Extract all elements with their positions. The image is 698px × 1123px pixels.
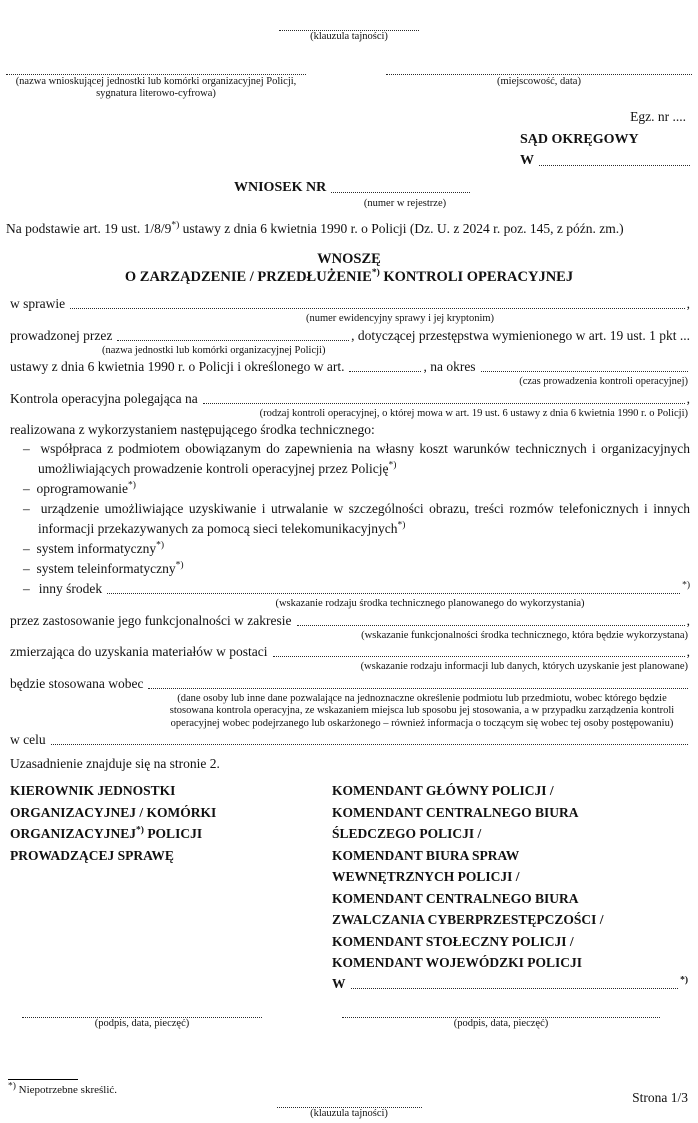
classification-caption: (klauzula tajności) (310, 31, 388, 42)
signature-line-right (342, 1007, 660, 1018)
dotted-fill (539, 165, 690, 166)
footnote-text-line (8, 1083, 117, 1097)
technical-means-intro: realizowana z wykorzystaniem następującego środka technicznego: (10, 422, 375, 437)
dotted-fill (351, 988, 679, 989)
court-city-prefix: W (520, 152, 534, 168)
footnote-rule (8, 1079, 78, 1080)
field-conducted-by-caption: (nazwa jednostki lub komórki organizacyjnej Policji) (102, 344, 326, 356)
application-number-label: WNIOSEK NR (234, 179, 327, 195)
right-title-line: KOMENDANT STOŁECZNY POLICJI / (332, 933, 574, 949)
field-act-label: ustawy z dnia 6 kwietnia 1990 r. o Policji i określonego w art. (10, 359, 345, 374)
field-materials-suffix: , (686, 644, 690, 659)
footnote-mark: *) (682, 580, 690, 591)
dotted-fill (148, 688, 688, 689)
dash-bullet-icon (23, 579, 30, 598)
court-city-line (520, 151, 692, 170)
means-item-software: – oprogramowanie*) (10, 479, 690, 499)
field-conducted-by-tail: , dotyczącej przestępstwa wymienionego w art. 19 ust. 1 pkt ... (351, 327, 690, 343)
left-title-line: ORGANIZACYJNEJ / KOMÓRKI (10, 804, 217, 820)
requesting-unit-dotted-line (6, 64, 306, 75)
field-materials-label: zmierzająca do uzyskania materiałów w postaci (10, 644, 268, 659)
classification-dotted-line (277, 1097, 422, 1108)
title-line1: WNOSZĘ (317, 251, 381, 267)
dotted-fill (481, 371, 688, 372)
field-case-line (10, 294, 690, 313)
dotted-fill (70, 308, 685, 309)
footnote-text: Niepotrzebne skreślić. (15, 1084, 118, 1096)
right-title-line: KOMENDANT WOJEWÓDZKI POLICJI (332, 955, 583, 970)
field-purpose-label: w celu (10, 732, 46, 747)
field-applied-to-line (10, 674, 690, 693)
means-item-other-line (10, 579, 690, 598)
field-control-line (10, 389, 690, 408)
field-materials-line (10, 642, 690, 661)
right-title-city-prefix: W (332, 975, 346, 991)
field-applied-to-label: będzie stosowana wobec (10, 675, 144, 691)
dotted-fill (273, 656, 685, 657)
field-functionality-caption: (wskazanie funkcjonalności środka technicznego, która będzie wykorzystana) (361, 629, 688, 641)
signature-title-right (332, 780, 688, 993)
signature-caption-left: (podpis, data, pieczęć) (94, 1017, 190, 1029)
signature-title-left (10, 780, 320, 993)
field-act-line (10, 357, 690, 376)
top-classification-block (269, 0, 429, 44)
court-name: SĄD OKRĘGOWY (520, 131, 639, 147)
signature-caption-right: (podpis, data, pieczęć) (453, 1017, 549, 1029)
copy-number: Egz. nr .... (630, 108, 686, 124)
field-control-label: Kontrola operacyjna polegająca na (10, 390, 198, 406)
court-block (520, 129, 692, 170)
means-item-cooperation: – współpraca z podmiotem obowiązanym do zapewnienia na własny koszt warunków technicznych i organizacyjnych umożliwiających prowadzenie kontroli operacyjnej przez Policję*) (10, 439, 690, 479)
dotted-fill (349, 371, 421, 372)
field-conducted-by-label: prowadzonej przez (10, 327, 113, 343)
place-date-caption: (miejscowość, data) (497, 75, 581, 87)
means-item-other-caption: (wskazanie rodzaju środka technicznego planowanego do wykorzystania) (275, 598, 585, 609)
signature-captions-row (0, 1018, 698, 1031)
left-title-line: ORGANIZACYJNEJ*) POLICJI (10, 825, 203, 841)
field-control-caption: (rodzaj kontroli operacyjnej, o której mowa w art. 19 ust. 6 ustawy z dnia 6 kwietnia 1990 r. o Policji) (259, 407, 688, 419)
field-case-caption: (numer ewidencyjny sprawy i jej kryptonim) (305, 313, 495, 324)
signature-titles (0, 780, 698, 993)
dotted-fill (297, 625, 685, 626)
dotted-fill (331, 192, 470, 193)
right-title-line: KOMENDANT BIURA SPRAW (332, 847, 520, 863)
left-title-line: KIEROWNIK JEDNOSTKI (10, 783, 176, 798)
means-item-teleinformatic-system: – system teleinformatyczny*) (10, 559, 690, 579)
footnote-block (8, 1079, 117, 1097)
field-functionality-label: przez zastosowanie jego funkcjonalności w zakresie (10, 612, 292, 628)
place-date-block (386, 64, 692, 101)
title-line2: O ZARZĄDZENIE / PRZEDŁUŻENIE*) KONTROLI OPERACYJNEJ (124, 268, 574, 285)
footnote-mark: *) (680, 975, 688, 985)
field-act-caption: (czas prowadzenia kontroli operacyjnej) (519, 376, 688, 387)
right-title-line: ŚLEDCZEGO POLICJI / (332, 826, 482, 841)
requesting-unit-block (6, 64, 306, 101)
dotted-fill (117, 340, 349, 341)
dotted-fill (342, 1007, 660, 1018)
field-conducted-by-line (10, 326, 690, 345)
field-purpose-line (10, 730, 690, 749)
dotted-fill (51, 744, 688, 745)
right-title-line: KOMENDANT CENTRALNEGO BIURA (332, 890, 579, 906)
legal-basis-paragraph: Na podstawie art. 19 ust. 1/8/9*) ustawy z dnia 6 kwietnia 1990 r. o Policji (Dz. U. z 2024 r. poz. 145, z późn. zm.) (6, 220, 624, 236)
classification-caption: (klauzula tajności) (310, 1107, 388, 1119)
place-date-dotted-line (386, 64, 692, 75)
right-title-line: KOMENDANT CENTRALNEGO BIURA (332, 804, 579, 820)
dotted-fill (203, 403, 685, 404)
right-title-line: ZWALCZANIA CYBERPRZESTĘPCZOŚCI / (332, 912, 604, 927)
field-materials-caption: (wskazanie rodzaju informacji lub danych, których uzyskanie jest planowane) (360, 661, 688, 672)
requesting-unit-caption: (nazwa wnioskującej jednostki lub komórki organizacyjnej Policji, sygnatura literowo-cyfrowa) (15, 75, 297, 99)
bottom-classification-block (0, 1097, 698, 1121)
field-act-label2: , na okres (423, 359, 476, 374)
page-number: Strona 1/3 (632, 1090, 688, 1105)
left-title-line: PROWADZĄCEJ SPRAWĘ (10, 847, 174, 863)
field-functionality-line (10, 611, 690, 630)
classification-dotted-line (279, 20, 419, 31)
field-case-label: w sprawie (10, 296, 66, 311)
register-number-caption: (numer w rejestrze) (363, 197, 447, 209)
application-number-line (234, 178, 472, 197)
field-functionality-suffix: , (686, 612, 690, 628)
means-item-it-system: – system informatyczny*) (10, 539, 690, 559)
right-title-line: WEWNĘTRZNYCH POLICJI / (332, 869, 520, 884)
signature-line-left (22, 1007, 262, 1018)
document-title (0, 250, 698, 286)
means-item-other-label: inny środek (38, 581, 103, 596)
header-row (0, 64, 698, 101)
dotted-fill (107, 593, 680, 594)
field-control-suffix: , (686, 390, 690, 406)
right-title-city-line (332, 974, 688, 993)
field-applied-to-caption: (dane osoby lub inne dane pozwalające na jednoznaczne określenie podmiotu lub przedmiotu, wobec którego będzie stosowana kontrola operacyjna, ze wskazaniem miejsca lub sposobu jej stosowania, a w przypadku zarządzenia kontroli operacyjnej wobec podejrzanego lub oskarżonego – również informacja o toczącym się wobec tej osoby postępowaniu) (169, 692, 675, 729)
right-title-line: KOMENDANT GŁÓWNY POLICJI / (332, 783, 554, 798)
field-case-suffix: , (686, 296, 690, 311)
signature-lines-row (0, 1007, 698, 1018)
footnote-mark: *) (8, 1081, 16, 1092)
form-body (10, 294, 690, 749)
means-item-device: – urządzenie umożliwiające uzyskiwanie i utrwalanie w szczególności obrazu, treści rozmów telefonicznych i innych informacji przekazywanych za pomocą sieci telekomunikacyjnych*) (10, 499, 690, 539)
justification-note: Uzasadnienie znajduje się na stronie 2. (10, 756, 220, 771)
dotted-fill (22, 1007, 262, 1018)
